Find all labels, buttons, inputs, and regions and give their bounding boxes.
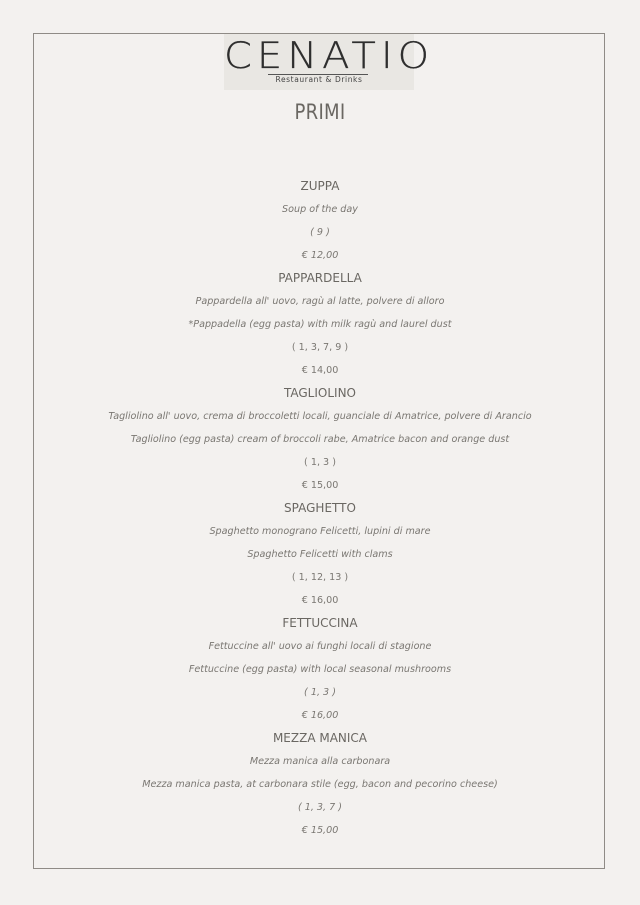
dish-description-en: Spaghetto Felicetti with clams — [247, 549, 393, 560]
dish-description-en: Mezza manica pasta, at carbonara stile (egg, bacon and pecorino cheese) — [142, 779, 498, 790]
dish-price: € 16,00 — [301, 595, 339, 606]
dish-description-en: Tagliolino (egg pasta) cream of broccoli rabe, Amatrice bacon and orange dust — [130, 434, 510, 445]
dish-description-it: Tagliolino all' uovo, crema di broccoletti locali, guanciale di Amatrice, polvere di Arancio — [108, 411, 532, 422]
dish-name: SPAGHETTO — [284, 501, 356, 515]
logo-tagline: Restaurant & Drinks — [275, 75, 363, 84]
menu-item-pappardella — [0, 267, 640, 382]
dish-description-it: Soup of the day — [282, 204, 358, 215]
dish-allergens: ( 1, 3 ) — [304, 457, 336, 468]
restaurant-logo — [224, 34, 435, 90]
dish-description-en: *Pappadella (egg pasta) with milk ragù and laurel dust — [188, 319, 452, 330]
menu-item-spaghetto — [0, 497, 640, 612]
dish-name: MEZZA MANICA — [272, 731, 368, 745]
logo-wordmark: CENATIO — [224, 34, 435, 78]
dish-allergens: ( 9 ) — [310, 227, 330, 238]
dish-name: FETTUCCINA — [282, 616, 358, 630]
menu-item-mezza-manica — [0, 727, 640, 842]
dish-price: € 15,00 — [301, 480, 339, 491]
dish-allergens: ( 1, 3 ) — [304, 687, 336, 698]
dish-price: € 14,00 — [301, 365, 339, 376]
section-title: PRIMI — [294, 100, 346, 124]
dish-description-it: Spaghetto monograno Felicetti, lupini di mare — [209, 526, 431, 537]
dish-price: € 15,00 — [301, 825, 339, 836]
menu-list — [0, 175, 640, 842]
dish-name: TAGLIOLINO — [283, 386, 356, 400]
dish-description-it: Mezza manica alla carbonara — [249, 756, 391, 767]
dish-price: € 16,00 — [301, 710, 339, 721]
menu-item-fettuccina — [0, 612, 640, 727]
logo-divider — [268, 74, 368, 75]
dish-description-en: Fettuccine (egg pasta) with local seasonal mushrooms — [188, 664, 452, 675]
dish-allergens: ( 1, 3, 7 ) — [297, 802, 343, 813]
dish-price: € 12,00 — [301, 250, 339, 261]
dish-allergens: ( 1, 3, 7, 9 ) — [291, 342, 349, 353]
dish-name: ZUPPA — [300, 179, 340, 193]
dish-name: PAPPARDELLA — [278, 271, 362, 285]
dish-description-it: Fettuccine all' uovo ai funghi locali di stagione — [208, 641, 432, 652]
menu-item-tagliolino — [0, 382, 640, 497]
menu-item-zuppa — [0, 175, 640, 267]
dish-description-it: Pappardella all' uovo, ragù al latte, polvere di alloro — [195, 296, 445, 307]
dish-allergens: ( 1, 12, 13 ) — [291, 572, 349, 583]
